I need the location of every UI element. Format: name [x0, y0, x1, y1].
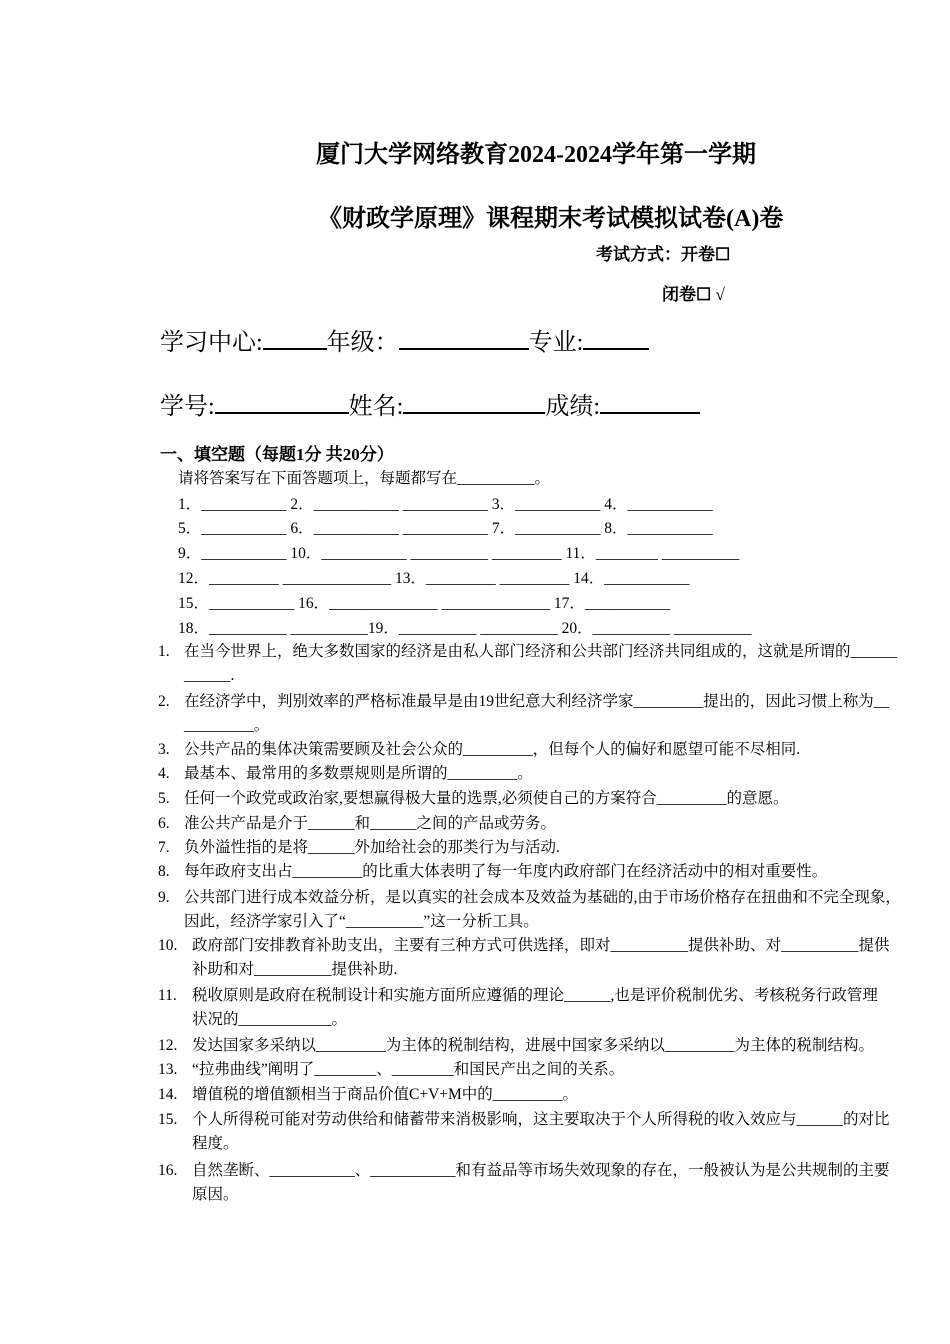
question-item [158, 812, 948, 836]
question-text: 最基本、最常用的多数票规则是所谓的_________。 [184, 765, 533, 782]
question-item [158, 762, 948, 786]
major-label: 专业: [528, 330, 584, 356]
question-text-cont: 补助和对__________提供补助. [192, 961, 398, 978]
center-blank[interactable] [263, 347, 327, 350]
question-number: 6. [158, 815, 170, 832]
question-number: 2. [158, 693, 170, 710]
student-info-row-1 [160, 322, 649, 357]
major-blank[interactable] [583, 347, 649, 350]
question-item [158, 886, 948, 934]
question-number: 11. [158, 987, 177, 1004]
question-item [158, 984, 948, 1032]
question-item [158, 860, 948, 884]
question-number: 14. [158, 1086, 178, 1103]
answer-row[interactable]: 9．___________ 10．___________ __________ _________ 11．________ __________ [178, 545, 740, 562]
answer-row[interactable]: 12．_________ ______________ 13．_________ _________ 14．___________ [178, 570, 690, 587]
exam-title: 厦门大学网络教育2024-2024学年第一学期 [316, 142, 756, 168]
question-text: 每年政府支出占_________的比重大体表明了每一年度内政府部门在经济活动中的相对重要性。 [184, 863, 828, 880]
exam-subtitle: 《财政学原理》课程期末考试模拟试卷(A)卷 [318, 206, 784, 232]
grade-blank[interactable] [399, 347, 529, 350]
exam-mode-closed: 闭卷☐ √ [662, 285, 725, 304]
grade-label: 年级： [326, 330, 399, 356]
question-text-cont: 原因。 [192, 1186, 239, 1203]
question-item [158, 934, 948, 982]
section-instruction: 请将答案写在下面答题项上，每题都写在__________。 [178, 470, 551, 487]
question-item [158, 1083, 948, 1107]
question-number: 10. [158, 937, 178, 954]
id-label: 学号: [160, 394, 215, 420]
question-number: 7. [158, 839, 170, 856]
question-number: 4. [158, 765, 170, 782]
question-text: 政府部门安排教育补助支出，主要有三种方式可供选择，即对__________提供补助、对__________提供 [192, 937, 890, 954]
name-label: 姓名: [348, 394, 404, 420]
question-text: 自然垄断、___________、___________和有益品等市场失效现象的存在，一般被认为是公共规制的主要 [192, 1162, 890, 1179]
question-item [158, 640, 948, 688]
score-label: 成绩: [545, 394, 601, 420]
question-item [158, 738, 948, 762]
question-text-cont: _________。 [184, 717, 270, 734]
question-number: 13. [158, 1061, 178, 1078]
answer-row[interactable]: 1．___________ 2．___________ ___________ 3．___________ 4．___________ [178, 496, 713, 513]
question-text: 税收原则是政府在税制设计和实施方面所应遵循的理论______,也是评价税制优劣、考核税务行政管理 [192, 987, 878, 1004]
question-text: 准公共产品是介于______和______之间的产品或劳务。 [184, 815, 557, 832]
question-text-cont: 因此，经济学家引入了“__________”这一分析工具。 [184, 913, 539, 930]
question-number: 16. [158, 1162, 178, 1179]
question-text: 负外溢性指的是将______外加给社会的那类行为与活动. [184, 839, 560, 856]
question-item [158, 836, 948, 860]
question-item [158, 1108, 948, 1156]
question-item [158, 1058, 948, 1082]
student-info-row-2 [160, 386, 700, 421]
question-text: “拉弗曲线”阐明了________、________和国民产出之间的关系。 [192, 1061, 625, 1078]
id-blank[interactable] [215, 411, 349, 414]
question-number: 8. [158, 863, 170, 880]
question-text: 在经济学中，判别效率的严格标准最早是由19世纪意大利经济学家_________提出的，因此习惯上称为__ [184, 693, 890, 710]
question-number: 1. [158, 643, 170, 660]
question-text: 任何一个政党或政治家,要想赢得极大量的选票,必须使自己的方案符合_________的意愿。 [184, 790, 789, 807]
question-number: 5. [158, 790, 170, 807]
question-text: 个人所得税可能对劳动供给和储蓄带来消极影响，这主要取决于个人所得税的收入效应与______的对比 [192, 1111, 890, 1128]
question-text: 发达国家多采纳以_________为主体的税制结构，进展中国家多采纳以_________为主体的税制结构。 [192, 1037, 875, 1054]
section-heading: 一、填空题（每题1分 共20分） [160, 445, 394, 464]
answer-row[interactable]: 15．___________ 16．______________ ______________ 17．___________ [178, 595, 671, 612]
question-text-cont: ______. [184, 667, 235, 684]
question-item [158, 690, 948, 738]
question-text: 公共部门进行成本效益分析，是以真实的社会成本及效益为基础的,由于市场价格存在扭曲和不完全现象， [184, 889, 901, 906]
question-text: 增值税的增值额相当于商品价值C+V+M中的_________。 [192, 1086, 579, 1103]
center-label: 学习中心: [160, 330, 263, 356]
question-text-cont: 程度。 [192, 1135, 239, 1152]
question-item [158, 1159, 948, 1207]
score-blank[interactable] [600, 411, 700, 414]
question-number: 9. [158, 889, 170, 906]
name-blank[interactable] [403, 411, 545, 414]
question-number: 12. [158, 1037, 178, 1054]
question-number: 15. [158, 1111, 178, 1128]
exam-mode-open: 考试方式：开卷☐ [596, 245, 731, 264]
question-text-cont: 状况的____________。 [192, 1011, 348, 1028]
question-item [158, 1034, 948, 1058]
question-item [158, 787, 948, 811]
question-text: 公共产品的集体决策需要顾及社会公众的_________，但每个人的偏好和愿望可能不尽相同. [184, 741, 801, 758]
answer-row[interactable]: 5．___________ 6．___________ ___________ 7．___________ 8．___________ [178, 520, 713, 537]
question-number: 3. [158, 741, 170, 758]
question-text: 在当今世界上，绝大多数国家的经济是由私人部门经济和公共部门经济共同组成的，这就是所谓的______ [184, 643, 898, 660]
answer-row[interactable]: 18．__________ __________19．__________ __________ 20．__________ __________ [178, 620, 752, 637]
